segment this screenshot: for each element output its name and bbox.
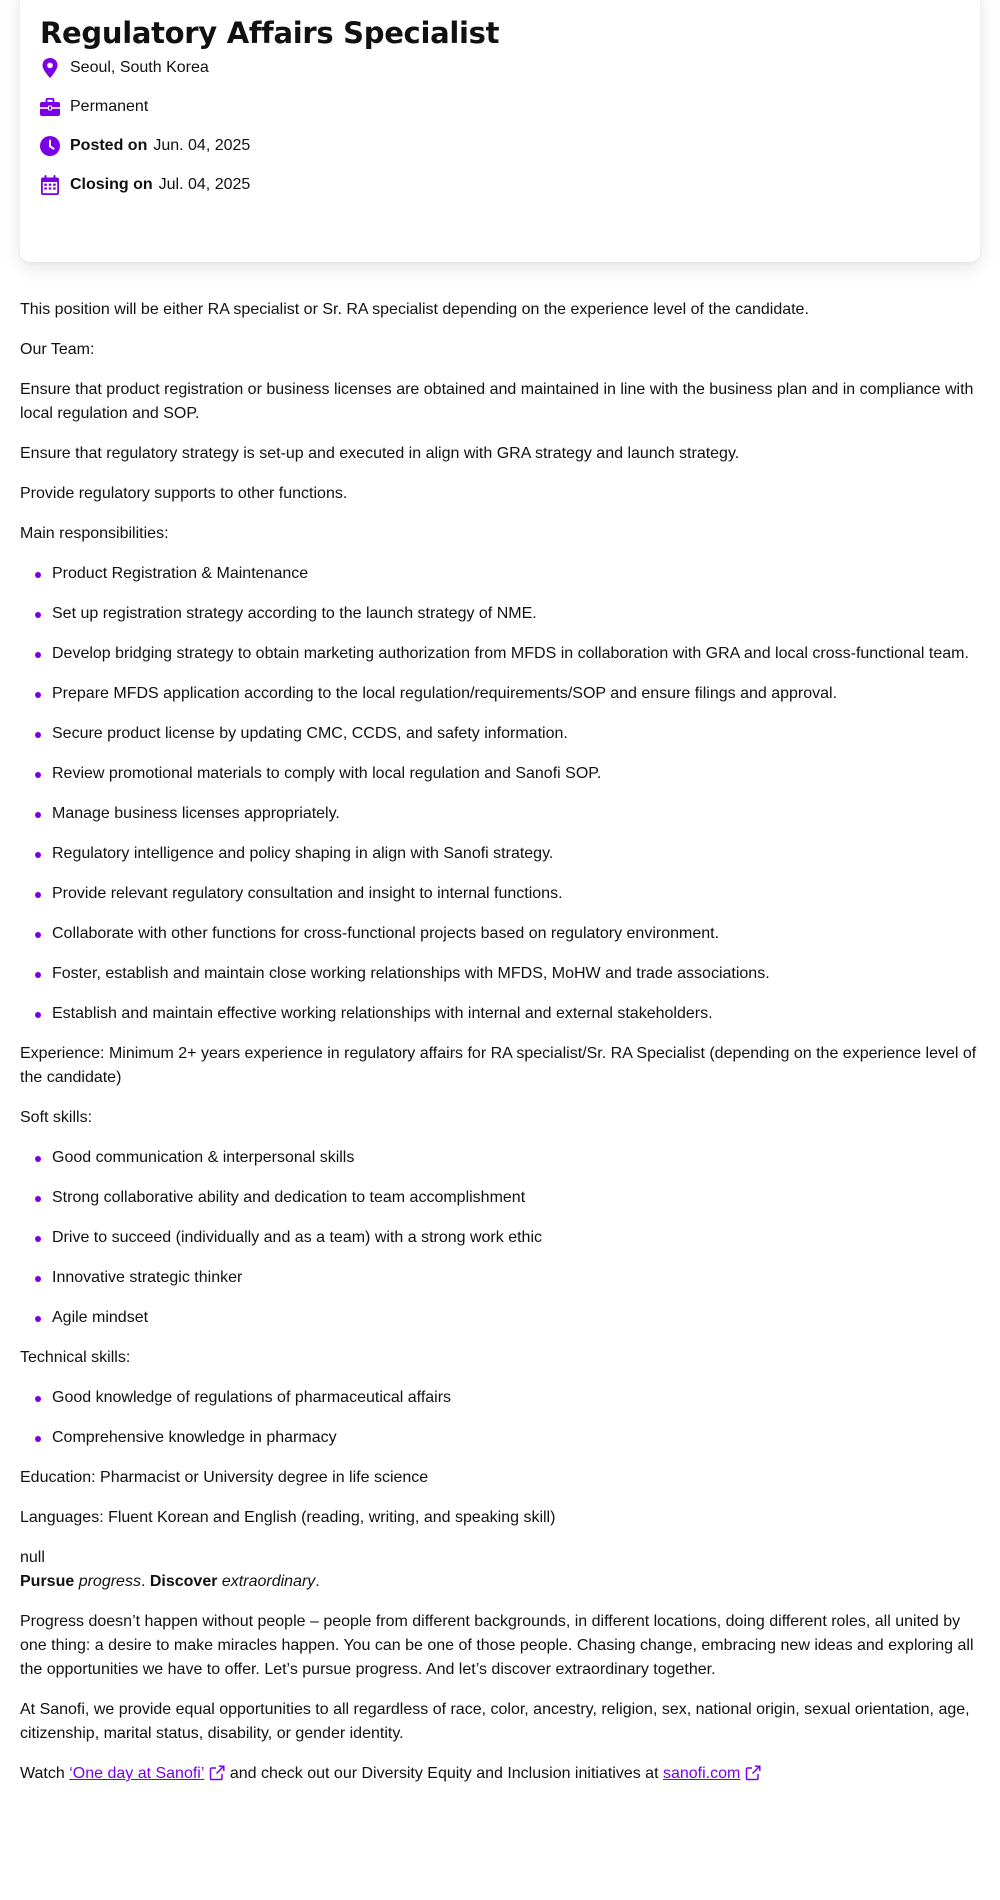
- job-posted: [40, 136, 250, 156]
- job-closing: [40, 175, 250, 195]
- watch-paragraph: [20, 1762, 980, 1789]
- list-item: Good knowledge of regulations of pharmaceutical affairs: [20, 1386, 980, 1410]
- closing-label: Closing on: [70, 176, 153, 193]
- tagline-progress: progress: [78, 1573, 141, 1590]
- job-location-text: Seoul, South Korea: [70, 59, 209, 76]
- tagline-discover: Discover: [149, 1573, 218, 1590]
- list-item: Good communication & interpersonal skills: [20, 1146, 980, 1170]
- list-item: Agile mindset: [20, 1306, 980, 1330]
- education-paragraph: Education: Pharmacist or University degree in life science: [20, 1469, 429, 1486]
- external-link-icon[interactable]: [745, 1765, 761, 1789]
- list-item: Set up registration strategy according to the launch strategy of NME.: [20, 602, 980, 626]
- list-item: Comprehensive knowledge in pharmacy: [20, 1426, 980, 1450]
- list-item: Secure product license by updating CMC, CCDS, and safety information.: [20, 722, 980, 746]
- list-item: Collaborate with other functions for cross-functional projects based on regulatory environment.: [20, 922, 980, 946]
- list-item: Regulatory intelligence and policy shaping in align with Sanofi strategy.: [20, 842, 980, 866]
- equal-opportunity-paragraph: At Sanofi, we provide equal opportunities to all regardless of race, color, ancestry, religion, sex, national origin, sexual orientation, age, citizenship, marital status, disability, or gender identity.: [20, 1701, 970, 1742]
- job-header-card: [20, 0, 980, 262]
- list-item: Prepare MFDS application according to the local regulation/requirements/SOP and ensure filings and approval.: [20, 682, 980, 706]
- posted-label: Posted on: [70, 137, 148, 154]
- location-pin-icon: [40, 58, 60, 78]
- experience-paragraph: Experience: Minimum 2+ years experience in regulatory affairs for RA specialist/Sr. RA Specialist (depending on the experience level of the candidate): [20, 1045, 977, 1086]
- soft-skills-list: [20, 1146, 980, 1330]
- closing-date: Jul. 04, 2025: [158, 176, 251, 193]
- one-day-at-sanofi-link[interactable]: ‘One day at Sanofi’: [69, 1765, 205, 1782]
- intro-paragraph: This position will be either RA specialist or Sr. RA specialist depending on the experience level of the candidate.: [20, 301, 809, 318]
- watch-prefix: Watch: [20, 1765, 65, 1782]
- list-item: Manage business licenses appropriately.: [20, 802, 980, 826]
- job-description: [20, 298, 980, 1805]
- responsibilities-list: [20, 562, 980, 1026]
- list-item: Review promotional materials to comply with local regulation and Sanofi SOP.: [20, 762, 980, 786]
- external-link-icon[interactable]: [209, 1765, 225, 1789]
- team-paragraph-3: Provide regulatory supports to other functions.: [20, 485, 348, 502]
- soft-skills-heading: Soft skills:: [20, 1109, 93, 1126]
- team-heading: Our Team:: [20, 341, 95, 358]
- team-paragraph-1: Ensure that product registration or business licenses are obtained and maintained in line with the business plan and in compliance with local regulation and SOP.: [20, 381, 974, 422]
- posted-date: Jun. 04, 2025: [153, 137, 251, 154]
- sanofi-com-link[interactable]: sanofi.com: [662, 1765, 741, 1782]
- list-item: Foster, establish and maintain close working relationships with MFDS, MoHW and trade associations.: [20, 962, 980, 986]
- list-item: Establish and maintain effective working relationships with internal and external stakeholders.: [20, 1002, 980, 1026]
- list-item: Innovative strategic thinker: [20, 1266, 980, 1290]
- languages-paragraph: Languages: Fluent Korean and English (reading, writing, and speaking skill): [20, 1509, 556, 1526]
- briefcase-icon: [40, 97, 60, 117]
- list-item: Drive to succeed (individually and as a team) with a strong work ethic: [20, 1226, 980, 1250]
- list-item: Provide relevant regulatory consultation and insight to internal functions.: [20, 882, 980, 906]
- job-title: Regulatory Affairs Specialist: [40, 16, 500, 50]
- team-paragraph-2: Ensure that regulatory strategy is set-up and executed in align with GRA strategy and launch strategy.: [20, 445, 740, 462]
- list-item: Product Registration & Maintenance: [20, 562, 980, 586]
- technical-skills-list: [20, 1386, 980, 1450]
- list-item: Strong collaborative ability and dedication to team accomplishment: [20, 1186, 980, 1210]
- clock-icon: [40, 136, 60, 156]
- tagline-pursue: Pursue: [20, 1573, 75, 1590]
- tagline-extraordinary: extraordinary: [221, 1573, 316, 1590]
- responsibilities-heading: Main responsibilities:: [20, 525, 169, 542]
- watch-middle: and check out our Diversity Equity and Inclusion initiatives at: [229, 1765, 659, 1782]
- job-type: [40, 97, 148, 117]
- null-text: null: [20, 1549, 45, 1566]
- tagline: Pursue progress. Discover extraordinary.: [20, 1573, 320, 1590]
- list-item: Develop bridging strategy to obtain marketing authorization from MFDS in collaboration with GRA and local cross-functional team.: [20, 642, 980, 666]
- progress-paragraph: Progress doesn’t happen without people – people from different backgrounds, in different locations, doing different roles, all united by one thing: a desire to make miracles happen. You can be one of those people. Chasing change, embracing new ideas and exploring all the opportunities we have to offer. Let’s pursue progress. And let’s discover extraordinary together.: [20, 1613, 974, 1678]
- job-location: [40, 58, 209, 78]
- technical-skills-heading: Technical skills:: [20, 1349, 131, 1366]
- calendar-icon: [40, 175, 60, 195]
- job-type-text: Permanent: [70, 98, 149, 115]
